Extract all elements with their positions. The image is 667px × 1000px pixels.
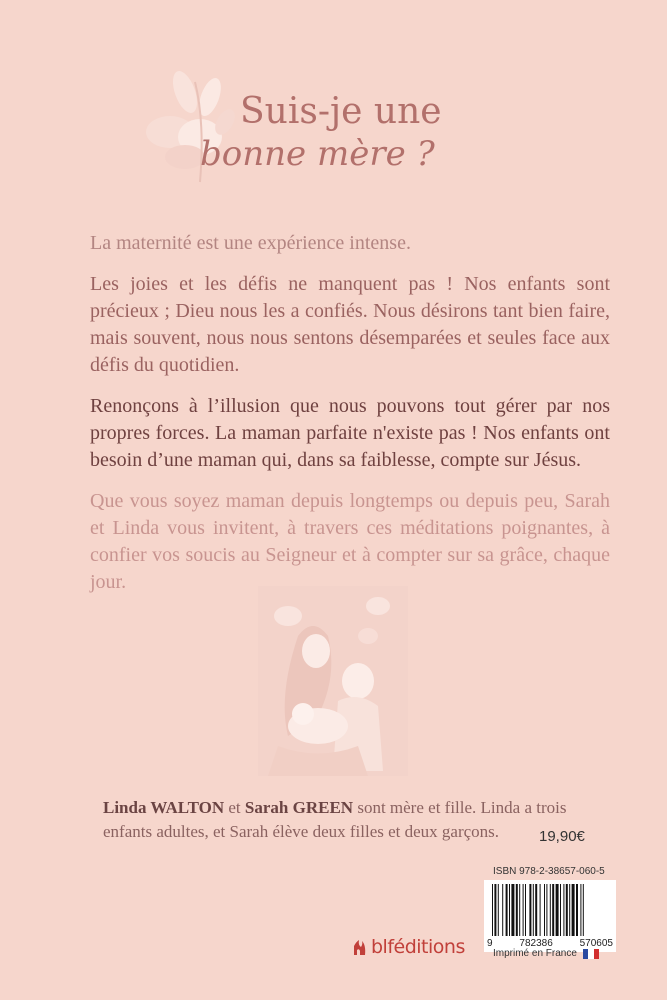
barcode-bar [556, 884, 559, 936]
french-flag-icon [583, 949, 599, 959]
barcode-bar [506, 884, 508, 936]
author-bio-text: sont mère et fille. Linda a trois enfants adultes, et Sarah élève deux filles et deux garçons. [103, 798, 567, 841]
barcode-bar [563, 884, 564, 936]
price: 19,90€ [539, 828, 585, 845]
title-line-1: Suis-je une [240, 91, 442, 132]
barcode-bar [498, 884, 499, 936]
blf-flame-logo-icon [350, 938, 368, 956]
paragraph-2: Les joies et les défis ne manquent pas ! Nos enfants sont précieux ; Dieu nous les a confiés. Nous désirons tant bien faire, mais souvent, nous nous sentons désemparées et seules face aux défis du quotidien. [90, 273, 610, 376]
barcode-group-1: 782386 [519, 938, 553, 949]
barcode-bar [509, 884, 510, 936]
barcode-bar [550, 884, 551, 936]
book-title [200, 91, 442, 176]
printed-label: Imprimé en France [493, 948, 577, 959]
title-line-2: bonne mère ? [200, 134, 435, 174]
barcode-bar [492, 884, 493, 936]
barcode-bar [569, 884, 570, 936]
publisher-logo [350, 936, 465, 958]
barcode-bar [516, 884, 518, 936]
barcode-bar [544, 884, 545, 936]
barcode-bar [572, 884, 575, 936]
barcode-group-2: 570605 [579, 938, 613, 949]
barcode-bar [583, 884, 584, 936]
barcode-bar [523, 884, 524, 936]
barcode-bar [533, 884, 534, 936]
mother-children-illustration [258, 586, 408, 776]
barcode-bar [529, 884, 531, 936]
barcode-bar [560, 884, 561, 936]
barcode-bar [566, 884, 568, 936]
author-1: Linda WALTON [103, 798, 225, 817]
barcode-digit-1: 9 [487, 938, 493, 949]
barcode-bar [546, 884, 547, 936]
author-bio [103, 796, 583, 844]
author-conjunction: et [228, 798, 241, 817]
barcode-bar [580, 884, 581, 936]
author-2: Sarah GREEN [244, 798, 354, 817]
barcode-bar [535, 884, 537, 936]
barcode-bar [511, 884, 514, 936]
paragraph-4: Que vous soyez maman depuis longtemps ou depuis peu, Sarah et Linda vous invitent, à travers ces méditations poignantes, à confier vos soucis au Seigneur et à compter sur sa grâce, chaque jour. [90, 490, 610, 593]
barcode-bar [502, 884, 503, 936]
barcode-bar [494, 884, 496, 936]
barcode-bar [576, 884, 578, 936]
barcode-bar [525, 884, 526, 936]
barcode-bar [552, 884, 554, 936]
barcode [484, 880, 616, 942]
printed-in [493, 948, 599, 959]
isbn: ISBN 978-2-38657-060-5 [493, 866, 605, 877]
barcode-bar [519, 884, 520, 936]
publisher-name: blféditions [371, 936, 465, 958]
barcode-bar [540, 884, 541, 936]
back-cover-text [90, 230, 610, 610]
paragraph-1: La maternité est une expérience intense. [90, 232, 411, 254]
paragraph-3: Renonçons à l’illusion que nous pouvons tout gérer par nos propres forces. La maman parfaite n'existe pas ! Nos enfants ont besoin d’une maman qui, dans sa faiblesse, compte sur Jésus. [90, 395, 610, 471]
